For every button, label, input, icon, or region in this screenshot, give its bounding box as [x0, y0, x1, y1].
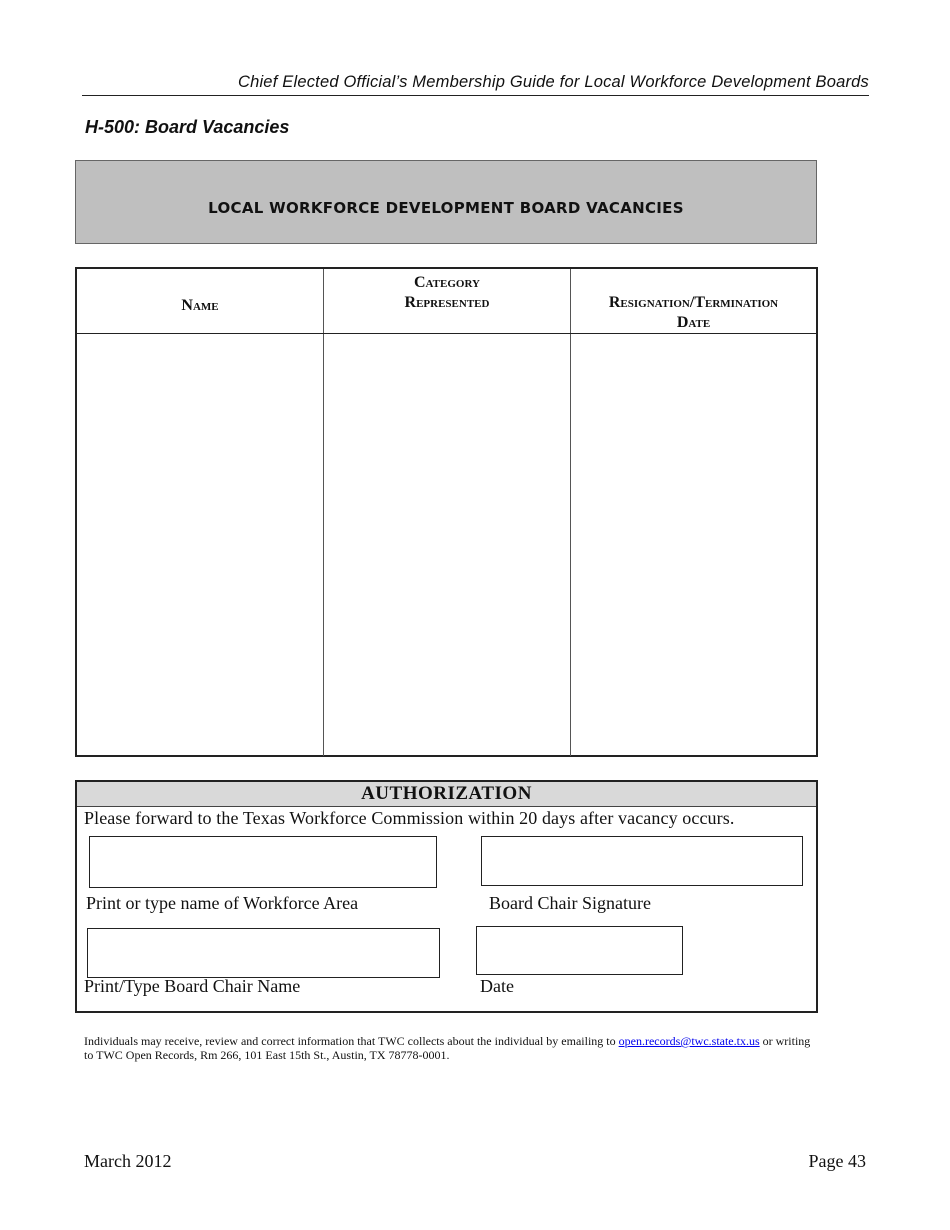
date-entry-area[interactable]: [571, 334, 816, 756]
column-header-name-label: Name: [181, 297, 219, 314]
authorization-section: [75, 780, 818, 1013]
privacy-text-before: Individuals may receive, review and correct information that TWC collects about the individual by emailing to: [84, 1034, 619, 1048]
board-chair-signature-field[interactable]: [481, 836, 803, 886]
running-header: Chief Elected Official’s Membership Guide for Local Workforce Development Boards: [82, 72, 869, 96]
column-header-date-line1: Resignation/Termination: [608, 294, 779, 311]
table-header-row: [77, 269, 816, 334]
vacancy-table: [75, 267, 818, 757]
date-label: Date: [480, 976, 514, 996]
privacy-email-link[interactable]: open.records@twc.state.tx.us: [618, 1034, 760, 1048]
board-chair-name-field[interactable]: [87, 928, 440, 978]
form-banner-title: LOCAL WORKFORCE DEVELOPMENT BOARD VACANCIES: [208, 199, 684, 217]
column-header-category: [324, 269, 571, 333]
column-header-date: [571, 269, 816, 333]
authorization-title: AUTHORIZATION: [77, 782, 816, 807]
column-header-date-line2: Date: [676, 314, 711, 331]
category-entry-area[interactable]: [324, 334, 571, 756]
column-header-category-line2: Represented: [404, 294, 490, 311]
footer-page-number: Page 43: [808, 1151, 866, 1171]
workforce-area-label: Print or type name of Workforce Area: [86, 893, 359, 913]
name-entry-area[interactable]: [77, 334, 324, 756]
column-header-name: [77, 269, 324, 333]
form-banner: [75, 160, 817, 244]
workforce-area-field[interactable]: [89, 836, 437, 888]
column-header-category-line1: Category: [414, 274, 480, 291]
privacy-text-after: or writing to TWC Open Records, Rm 266, 101 East 15th St., Austin, TX 78778-0001.: [84, 1034, 811, 1062]
date-field[interactable]: [476, 926, 683, 975]
board-chair-name-label: Print/Type Board Chair Name: [84, 976, 301, 996]
privacy-notice: [84, 1034, 814, 1062]
board-chair-signature-label: Board Chair Signature: [489, 893, 651, 913]
footer-date: March 2012: [84, 1151, 172, 1171]
authorization-instruction: Please forward to the Texas Workforce Commission within 20 days after vacancy occurs.: [84, 808, 735, 828]
table-body: [77, 334, 816, 756]
section-title: H-500: Board Vacancies: [85, 117, 290, 137]
